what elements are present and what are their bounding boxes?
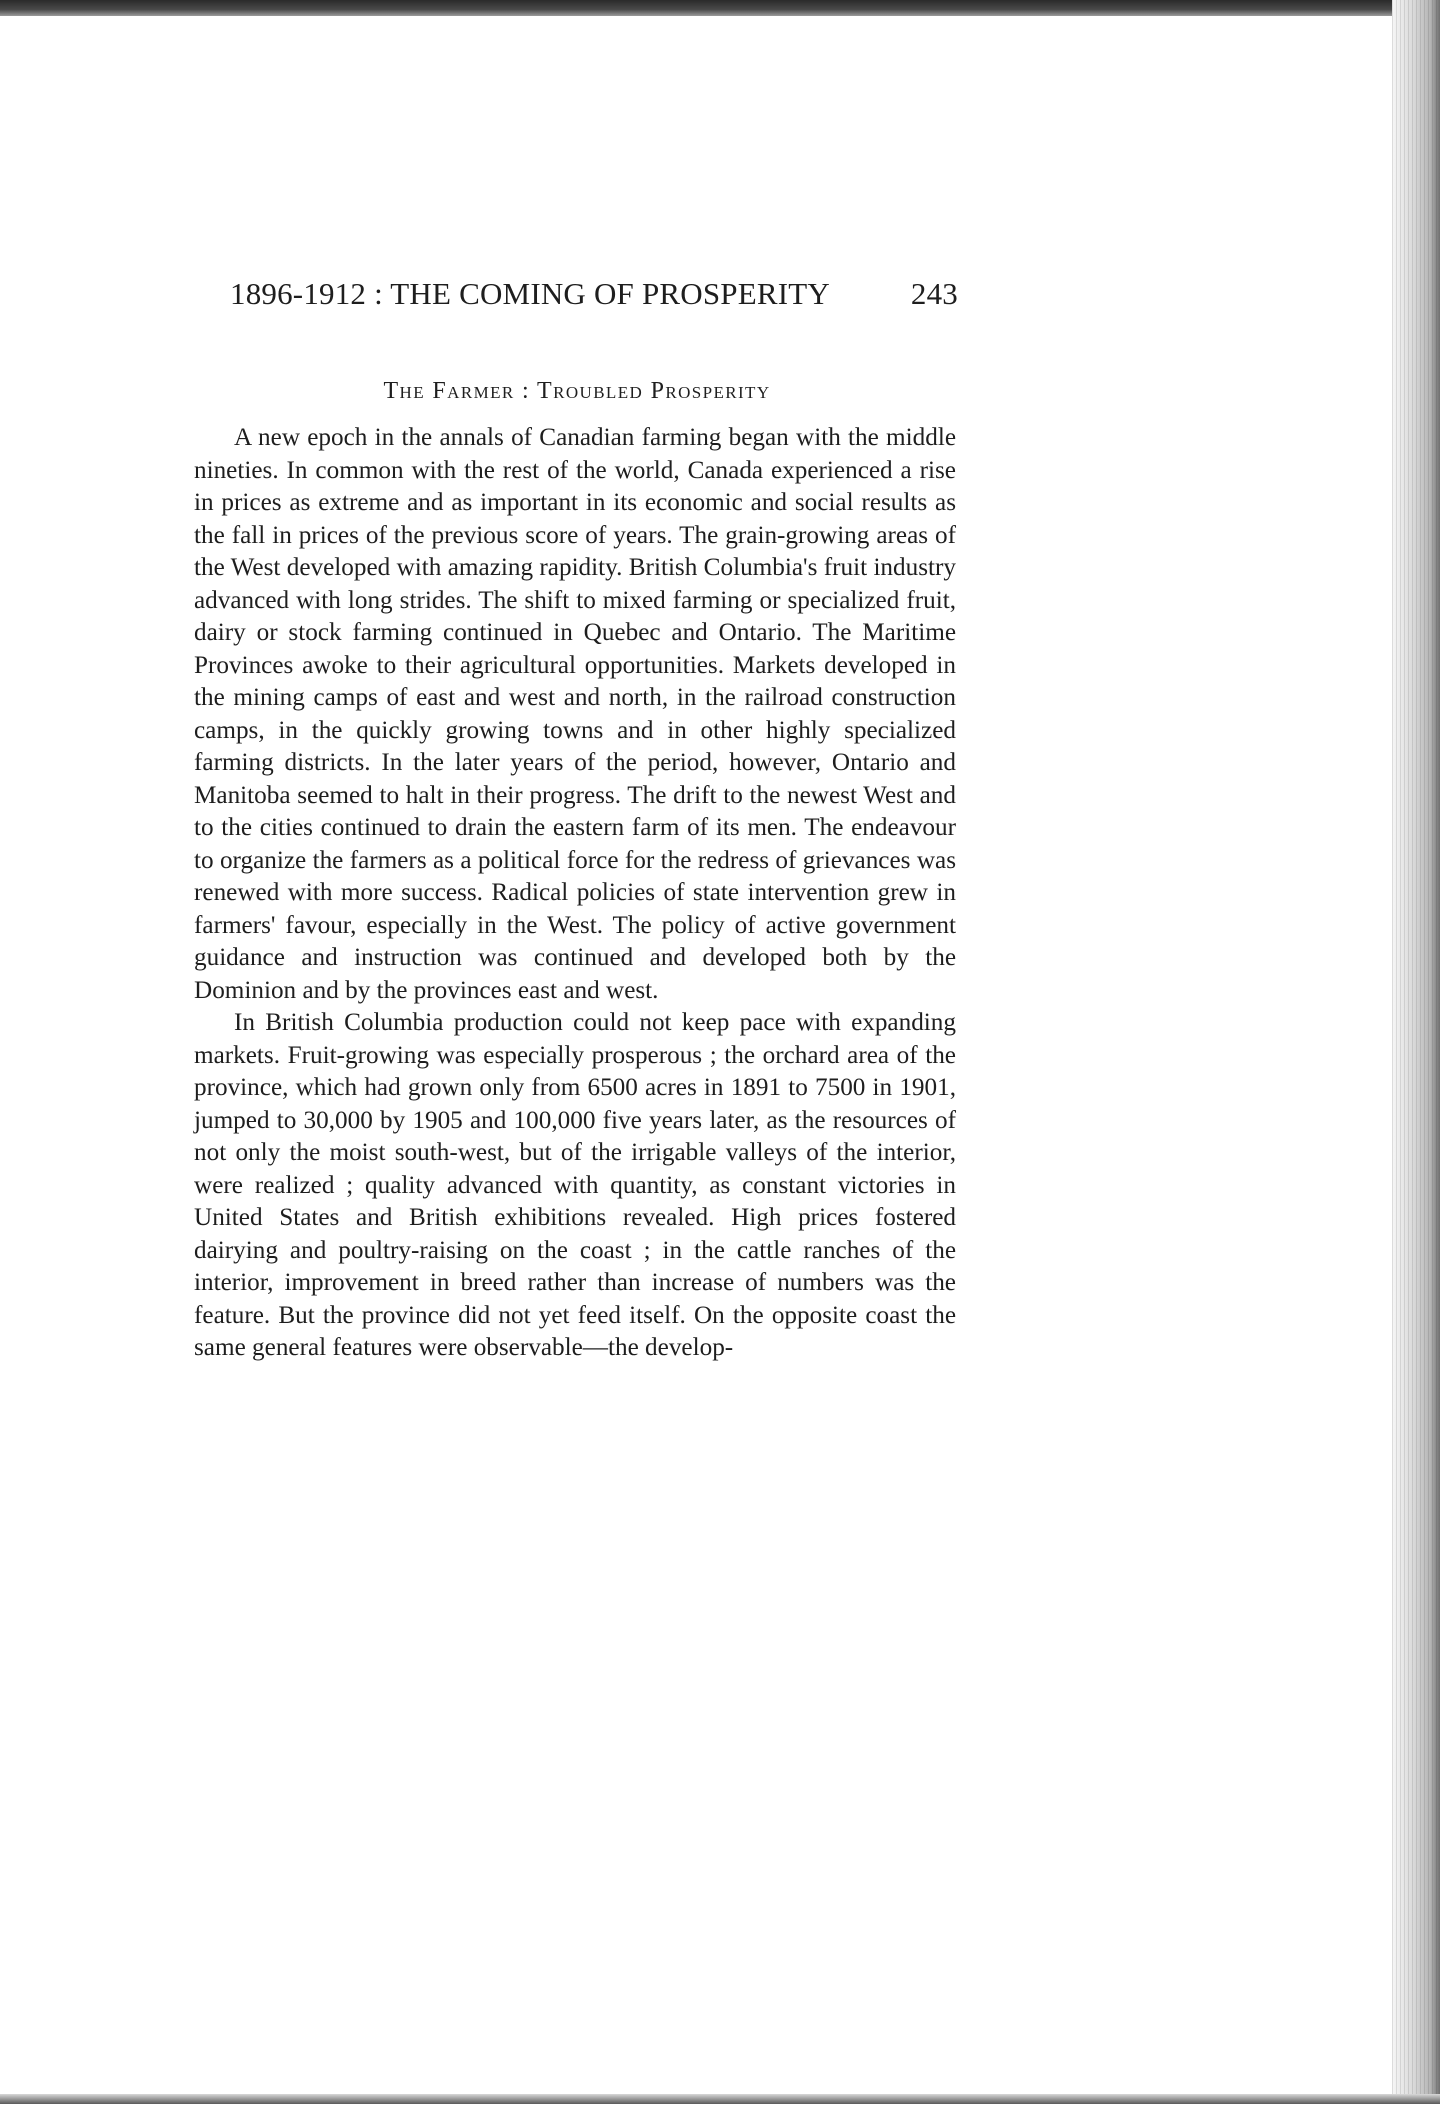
paragraph: In British Columbia production could not keep pace with expanding markets. Fruit-growing was especially prosperous ; the orchard area of the province, which had grown only from 6500 acres in 1891 to 7500 in 1901, jumped to 30,000 by 1905 and 100,000 five years later, as the resources of not only the moist south-west, but of the irrigable valleys of the interior, were realized ; quality advanced with quantity, as constant victories in United States and British exhibitions revealed. High prices fostered dairying and poultry-raising on the coast ; in the cattle ranches of the interior, improvement in breed rather than increase of numbers was the feature. But the province did not yet feed itself. On the opposite coast the same general features were observable—the develop- xyxy=(194,1009,956,1361)
book-page-edges xyxy=(1392,0,1440,2104)
page-number: 243 xyxy=(910,276,958,311)
scan-bottom-edge xyxy=(0,2094,1440,2104)
running-head-title: 1896-1912 : THE COMING OF PROSPERITY xyxy=(230,276,830,311)
scan-top-edge xyxy=(0,0,1440,16)
body-text xyxy=(194,422,956,1365)
running-head xyxy=(230,272,958,316)
paragraph: A new epoch in the annals of Canadian farming began with the middle nineties. In common with the rest of the world, Canada experienced a rise in prices as extreme and as important in its economic and social results as the fall in prices of the previous score of years. The grain-growing areas of the West developed with amazing rapidity. British Columbia's fruit industry advanced with long strides. The shift to mixed farming or specialized fruit, dairy or stock farming continued in Quebec and Ontario. The Maritime Provinces awoke to their agricultural opportunities. Markets developed in the mining camps of east and west and north, in the railroad construction camps, in the quickly growing towns and in other highly specialized farming districts. In the later years of the period, however, Ontario and Manitoba seemed to halt in their progress. The drift to the newest West and to the cities continued to drain the eastern farm of its men. The endeavour to organize the farmers as a political force for the redress of grievances was renewed with more success. Radical policies of state intervention grew in farmers' favour, especially in the West. The policy of active government guidance and instruction was continued and developed both by the Dominion and by the provinces east and west. xyxy=(194,424,956,1004)
section-heading: The Farmer : Troubled Prosperity xyxy=(383,378,771,404)
